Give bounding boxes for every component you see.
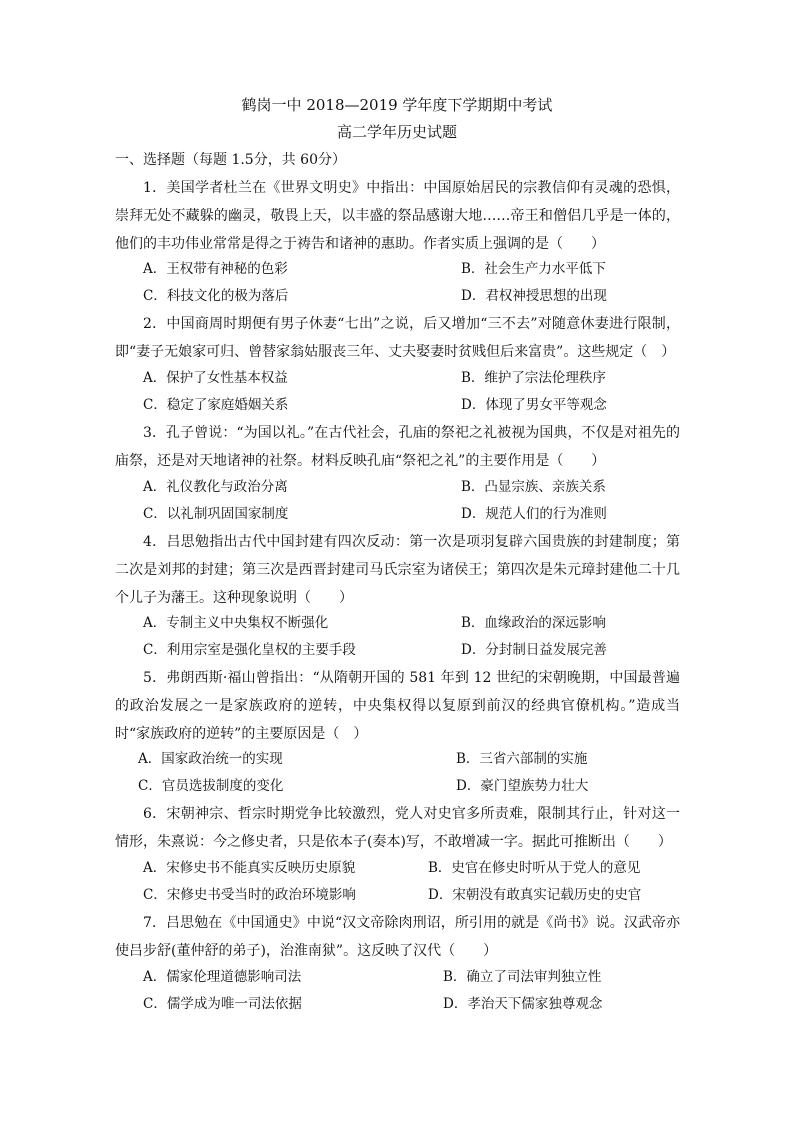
option-d[interactable]: D．豪门望族势力壮大	[456, 778, 589, 794]
option-d[interactable]: D．规范人们的行为准则	[461, 506, 607, 522]
option-d[interactable]: D．分封制日益发展完善	[461, 642, 607, 658]
option-c[interactable]: C．官员选拔制度的变化	[138, 778, 284, 794]
question-6-options	[143, 855, 653, 909]
question-1-stem: 1．美国学者杜兰在《世界文明史》中指出：中国原始居民的宗教信仰有灵魂的恐惧，崇拜无处不藏躲的幽灵，敬畏上天，以丰盛的祭品感谢大地……帝王和僧侣几乎是一体的，他们的丰功伟业常常是得之于祷告和诸神的惠助。作者实质上强调的是（ ）	[115, 180, 680, 252]
option-c[interactable]: C．科技文化的极为落后	[143, 288, 289, 304]
question-6-stem: 6．宋朝神宗、哲宗时期党争比较激烈，党人对史官多所责难，限制其行止，针对这一情形，朱熹说：今之修史者，只是依本子(奏本)写，不敢增减一字。据此可推断出（ ）	[115, 806, 680, 850]
question-5-options	[138, 746, 648, 800]
option-d[interactable]: D．孝治天下儒家独尊观念	[443, 996, 603, 1012]
exam-subtitle: 高二学年历史试题	[336, 123, 457, 141]
option-d[interactable]: D．君权神授思想的出现	[461, 288, 607, 304]
section-heading: 一、选择题（每题 1.5分，共 60分）	[115, 152, 346, 168]
exam-title: 鹤岗一中 2018—2019 学年度下学期期中考试	[241, 96, 553, 114]
option-a[interactable]: A．宋修史书不能真实反映历史原貌	[143, 860, 356, 876]
option-b[interactable]: B．血缘政治的深远影响	[461, 615, 606, 631]
option-c[interactable]: C．以礼制巩固国家制度	[143, 506, 289, 522]
option-c[interactable]: C．稳定了家庭婚姻关系	[143, 397, 289, 413]
option-b[interactable]: B．三省六部制的实施	[456, 751, 588, 767]
option-a[interactable]: A．国家政治统一的实现	[138, 751, 283, 767]
option-c[interactable]: C．利用宗室是强化皇权的主要手段	[143, 642, 356, 658]
option-c[interactable]: C．儒学成为唯一司法依据	[143, 996, 302, 1012]
question-3-options	[143, 474, 653, 528]
question-7-options	[143, 964, 653, 1018]
option-d[interactable]: D．体现了男女平等观念	[461, 397, 607, 413]
option-d[interactable]: D．宋朝没有敢真实记载历史的史官	[428, 887, 642, 903]
option-c[interactable]: C．宋修史书受当时的政治环境影响	[143, 887, 356, 903]
option-b[interactable]: B．确立了司法审判独立性	[443, 969, 602, 985]
option-a[interactable]: A．专制主义中央集权不断强化	[143, 615, 329, 631]
option-a[interactable]: A．保护了女性基本权益	[143, 370, 288, 386]
question-7-stem: 7．吕思勉在《中国通史》中说“汉文帝除肉刑诏，所引用的就是《尚书》说。汉武帝亦使吕步舒(董仲舒的弟子)，治淮南狱”。这反映了汉代（ ）	[115, 915, 680, 959]
option-b[interactable]: B．维护了宗法伦理秩序	[461, 370, 606, 386]
question-4-options	[143, 610, 653, 664]
question-2-options	[143, 365, 653, 419]
question-2-stem: 2．中国商周时期便有男子休妻“七出”之说，后又增加“三不去”对随意休妻进行限制，即“妻子无娘家可归、曾替家翁姑服丧三年、丈夫娶妻时贫贱但后来富贵”。这些规定（ ）	[115, 316, 680, 360]
option-a[interactable]: A．儒家伦理道德影响司法	[143, 969, 302, 985]
question-3-stem: 3．孔子曾说：“为国以礼。”在古代社会，孔庙的祭祀之礼被视为国典，不仅是对祖先的庙祭，还是对天地诸神的社祭。材料反映孔庙“祭祀之礼”的主要作用是（ ）	[115, 425, 680, 469]
option-a[interactable]: A．王权带有神秘的色彩	[143, 261, 288, 277]
question-1-options	[143, 256, 653, 310]
option-b[interactable]: B．史官在修史时听从于党人的意见	[428, 860, 641, 876]
question-5-stem: 5．弗朗西斯·福山曾指出：“从隋朝开国的 581 年到 12 世纪的宋朝晚期，中国最普遍的政治发展之一是家族政府的逆转，中央集权得以复原到前汉的经典官僚机构。”造成当时“家族政府的逆转”的主要原因是（ ）	[115, 670, 680, 742]
question-4-stem: 4．吕思勉指出古代中国封建有四次反动：第一次是项羽复辟六国贵族的封建制度；第二次是刘邦的封建；第三次是西晋封建司马氏宗室为诸侯王；第四次是朱元璋封建他二十几个儿子为藩王。这种现象说明（ ）	[115, 534, 680, 606]
option-b[interactable]: B．社会生产力水平低下	[461, 261, 606, 277]
option-a[interactable]: A．礼仪教化与政治分离	[143, 479, 288, 495]
option-b[interactable]: B．凸显宗族、亲族关系	[461, 479, 606, 495]
